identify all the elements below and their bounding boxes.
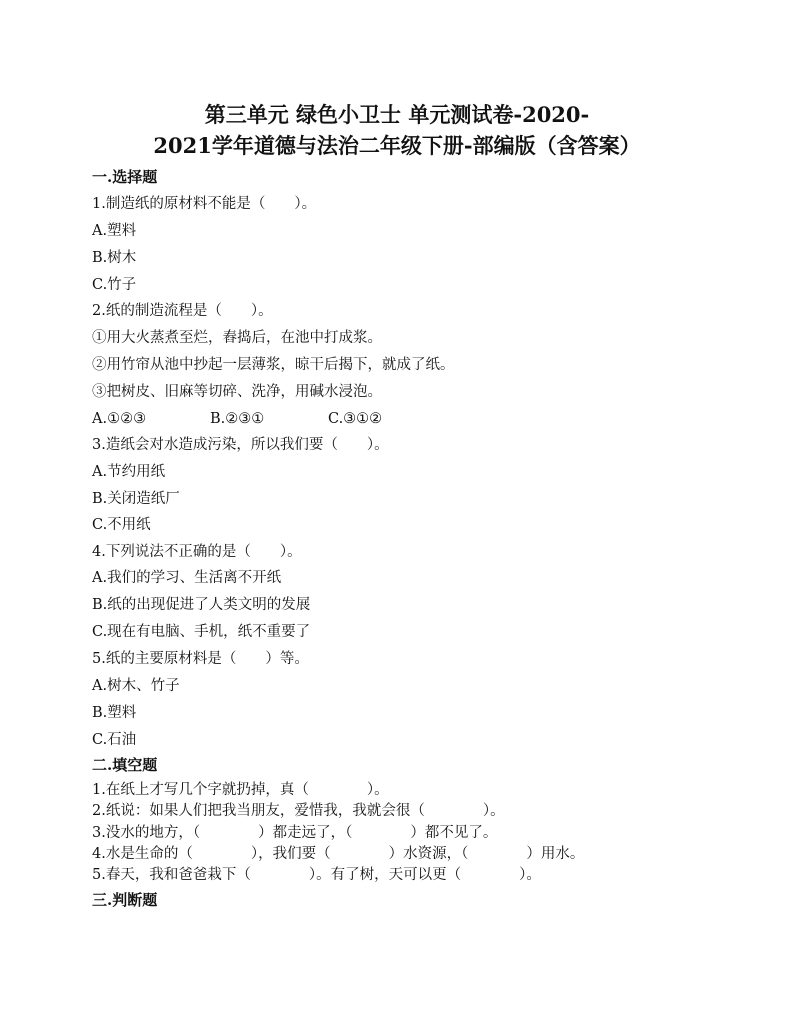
fill-blank-item-4: 4.水是生命的（ ），我们要（ ）水资源，（ ）用水。 <box>92 846 585 862</box>
question-2-step-2: ②用竹帘从池中抄起一层薄浆，晾干后揭下，就成了纸。 <box>92 357 455 373</box>
question-1-stem: 1.制造纸的原材料不能是（ ）。 <box>92 196 317 212</box>
question-4-option-b: B.纸的出现促进了人类文明的发展 <box>92 597 311 613</box>
question-2-step-3: ③把树皮、旧麻等切碎、洗净，用碱水浸泡。 <box>92 384 382 400</box>
fill-blank-item-2: 2.纸说：如果人们把我当朋友，爱惜我，我就会很（ ）。 <box>92 803 505 819</box>
fill-blank-item-3: 3.没水的地方，（ ）都走远了，（ ）都不见了。 <box>92 825 498 841</box>
question-1-option-a: A.塑料 <box>92 223 137 239</box>
question-2-stem: 2.纸的制造流程是（ ）。 <box>92 303 273 319</box>
question-1-option-c: C.竹子 <box>92 277 137 293</box>
question-2-option-a: A.①②③ <box>92 411 147 427</box>
question-5-option-c: C.石油 <box>92 732 137 748</box>
section-heading-choice: 一.选择题 <box>92 168 158 186</box>
document-title-line-1: 第三单元 绿色小卫士 单元测试卷-2020- <box>204 102 590 127</box>
fill-blank-item-5: 5.春天，我和爸爸栽下（ ）。有了树，天可以更（ ）。 <box>92 867 541 883</box>
question-3-option-c: C.不用纸 <box>92 517 151 533</box>
question-2-option-b: B.②③① <box>210 411 265 427</box>
question-5-option-b: B.塑料 <box>92 705 137 721</box>
fill-blank-item-1: 1.在纸上才写几个字就扔掉，真（ ）。 <box>92 782 389 798</box>
document-title-line-2: 2021学年道德与法治二年级下册-部编版（含答案） <box>153 133 641 158</box>
question-3-option-b: B.关闭造纸厂 <box>92 491 180 507</box>
question-4-stem: 4.下列说法不正确的是（ ）。 <box>92 544 302 560</box>
question-2-options <box>92 410 382 428</box>
question-3-stem: 3.造纸会对水造成污染，所以我们要（ ）。 <box>92 437 389 453</box>
question-2-option-c: C.③①② <box>328 411 383 427</box>
question-4-option-c: C.现在有电脑、手机，纸不重要了 <box>92 624 311 640</box>
question-4-option-a: A.我们的学习、生活离不开纸 <box>92 570 282 586</box>
question-2-step-1: ①用大火蒸煮至烂，舂捣后，在池中打成浆。 <box>92 330 382 346</box>
question-3-option-a: A.节约用纸 <box>92 464 166 480</box>
question-5-stem: 5.纸的主要原材料是（ ）等。 <box>92 651 309 667</box>
question-5-option-a: A.树木、竹子 <box>92 678 180 694</box>
section-heading-fill-blank: 二.填空题 <box>92 756 158 774</box>
question-1-option-b: B.树木 <box>92 250 137 266</box>
section-heading-true-false: 三.判断题 <box>92 891 158 909</box>
